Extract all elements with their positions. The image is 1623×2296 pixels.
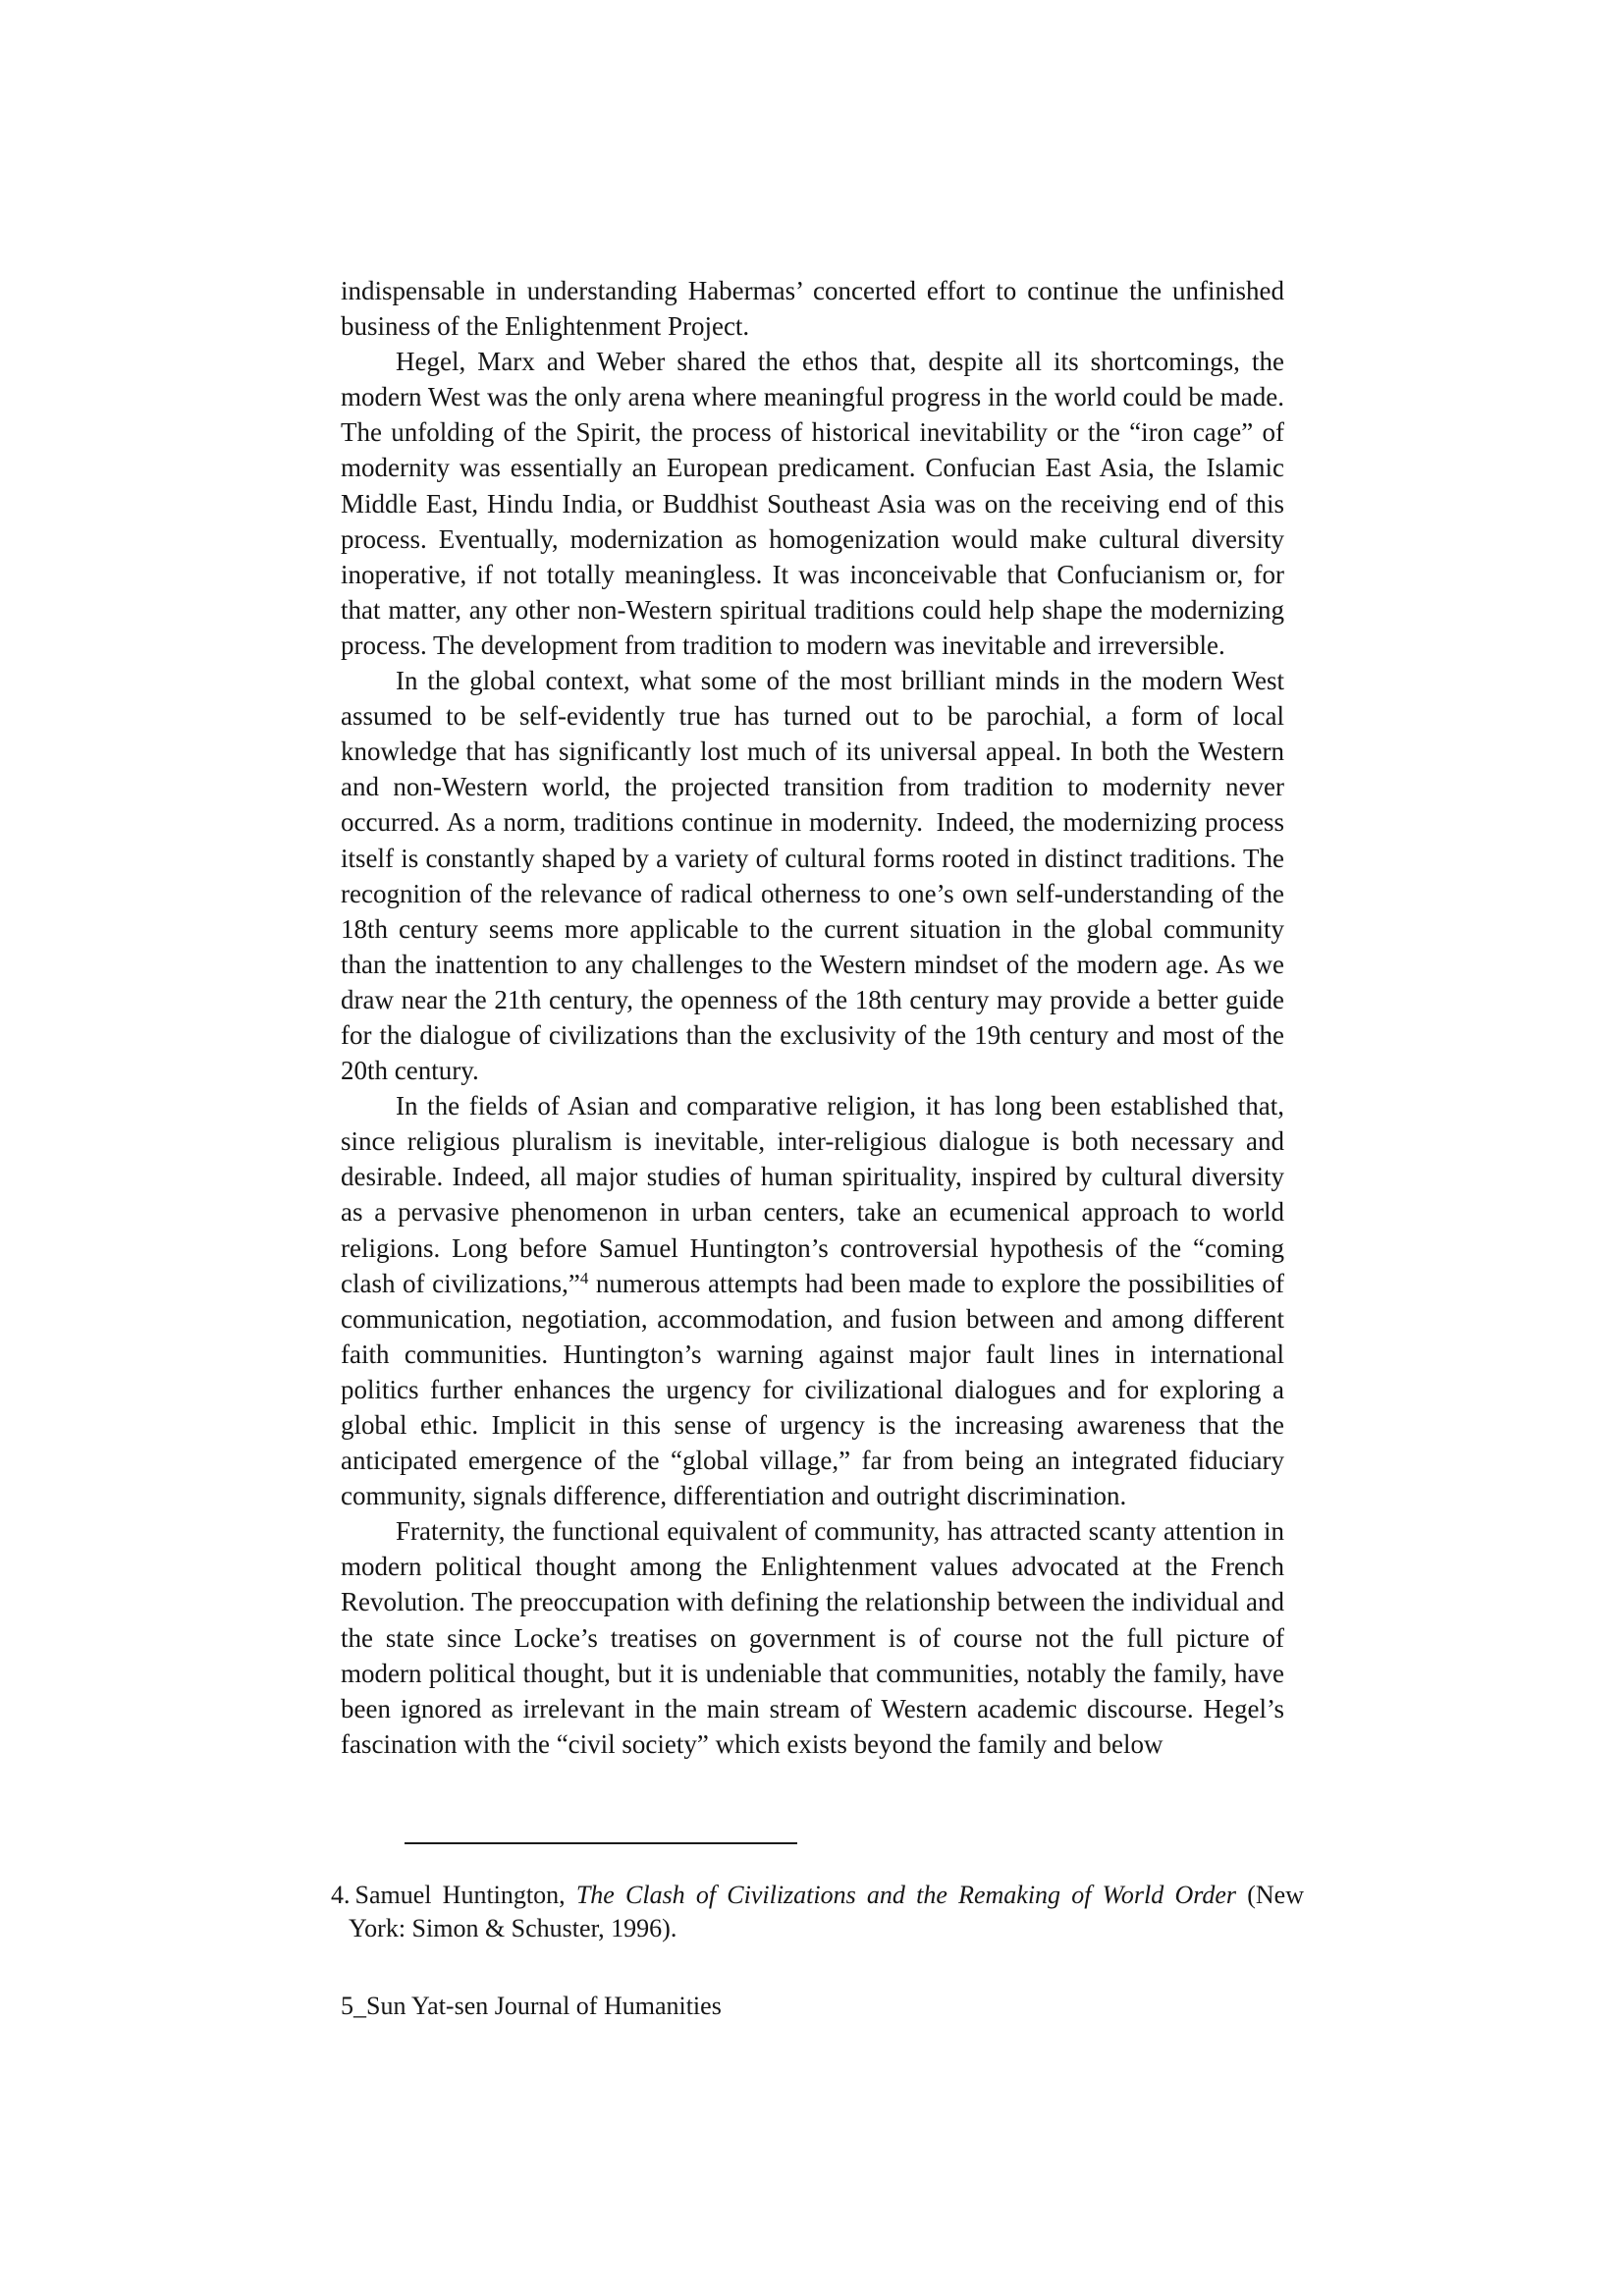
page-footer	[341, 1991, 722, 2022]
paragraph	[341, 1513, 1284, 1762]
paragraph-text: In the fields of Asian and comparative religion, it has long been established that, since religious pluralism is inevitable, inter-religious dialogue is both necessary and desirable. Indeed, all major studies of human spirituality, inspired by cultural diversity as a pervasive phenomenon in urban centers, take an ecumenical approach to world religions. Long before Samuel Huntington’s controversial hypothesis of the “coming clash of civilizations,”	[341, 1091, 1284, 1298]
footnote-citation-text: (New York: Simon & Schuster, 1996).	[349, 1881, 1304, 1942]
footnote-book-title: The Clash of Civilizations and the Remaking of World Order	[575, 1881, 1237, 1909]
footnote-separator	[405, 1842, 797, 1844]
paragraph	[341, 273, 1284, 344]
footnote-text	[349, 1881, 1304, 1942]
body-text	[341, 273, 1284, 1762]
paragraph-text: In the global context, what some of the most brilliant minds in the modern West assumed to be self-evidently true has turned out to be parochial, a form of local knowledge that has significantly lost much of its universal appeal. In both the Western and non-Western world, the projected transition from tradition to modernity never occurred. As a norm, traditions continue in modernity. Indeed, the modernizing process itself is constantly shaped by a variety of cultural forms rooted in distinct traditions. The recognition of the relevance of radical otherness to one’s own self-understanding of the 18th century seems more applicable to the current situation in the global community than the inattention to any challenges to the Western mindset of the modern age. As we draw near the 21th century, the openness of the 18th century may provide a better guide for the dialogue of civilizations than the exclusivity of the 19th century and most of the 20th century.	[341, 666, 1284, 1086]
footnote-citation-text: Samuel Huntington,	[354, 1881, 576, 1909]
paragraph	[341, 1088, 1284, 1513]
paragraph-text: Hegel, Marx and Weber shared the ethos that, despite all its shortcomings, the modern West was the only arena where meaningful progress in the world could be made. The unfolding of the Spirit, the process of historical inevitability or the “iron cage” of modernity was essentially an European predicament. Confucian East Asia, the Islamic Middle East, Hindu India, or Buddhist Southeast Asia was on the receiving end of this process. Eventually, modernization as homogenization would make cultural diversity inoperative, if not totally meaningless. It was inconceivable that Confucianism or, for that matter, any other non-Western spiritual traditions could help shape the modernizing process. The development from tradition to modern was inevitable and irreversible.	[341, 347, 1284, 660]
paragraph-text: Fraternity, the functional equivalent of community, has attracted scanty attention in modern political thought among the Enlightenment values advocated at the French Revolution. The preoccupation with defining the relationship between the individual and the state since Locke’s treatises on government is of course not the full picture of modern political thought, but it is undeniable that communities, notably the family, have been ignored as irrelevant in the main stream of Western academic discourse. Hegel’s fascination with the “civil society” which exists beyond the family and below	[341, 1516, 1284, 1759]
footnote-number: 4.	[331, 1881, 351, 1909]
footnote-ref-superscript: 4	[579, 1269, 589, 1288]
footer-text: 5_Sun Yat-sen Journal of Humanities	[341, 1992, 722, 2020]
paragraph-text: indispensable in understanding Habermas’ concerted effort to continue the unfinished business of the Enlightenment Project.	[341, 276, 1284, 342]
paragraph	[341, 344, 1284, 663]
paragraph-text: numerous attempts had been made to explore the possibilities of communication, negotiation, accommodation, and fusion between and among different faith communities. Huntington’s warning against major fault lines in international politics further enhances the urgency for civilizational dialogues and for exploring a global ethic. Implicit in this sense of urgency is the increasing awareness that the anticipated emergence of the “global village,” far from being an integrated fiduciary community, signals difference, differentiation and outright discrimination.	[341, 1268, 1285, 1511]
paragraph	[341, 663, 1284, 1088]
footnote	[331, 1879, 1304, 1944]
